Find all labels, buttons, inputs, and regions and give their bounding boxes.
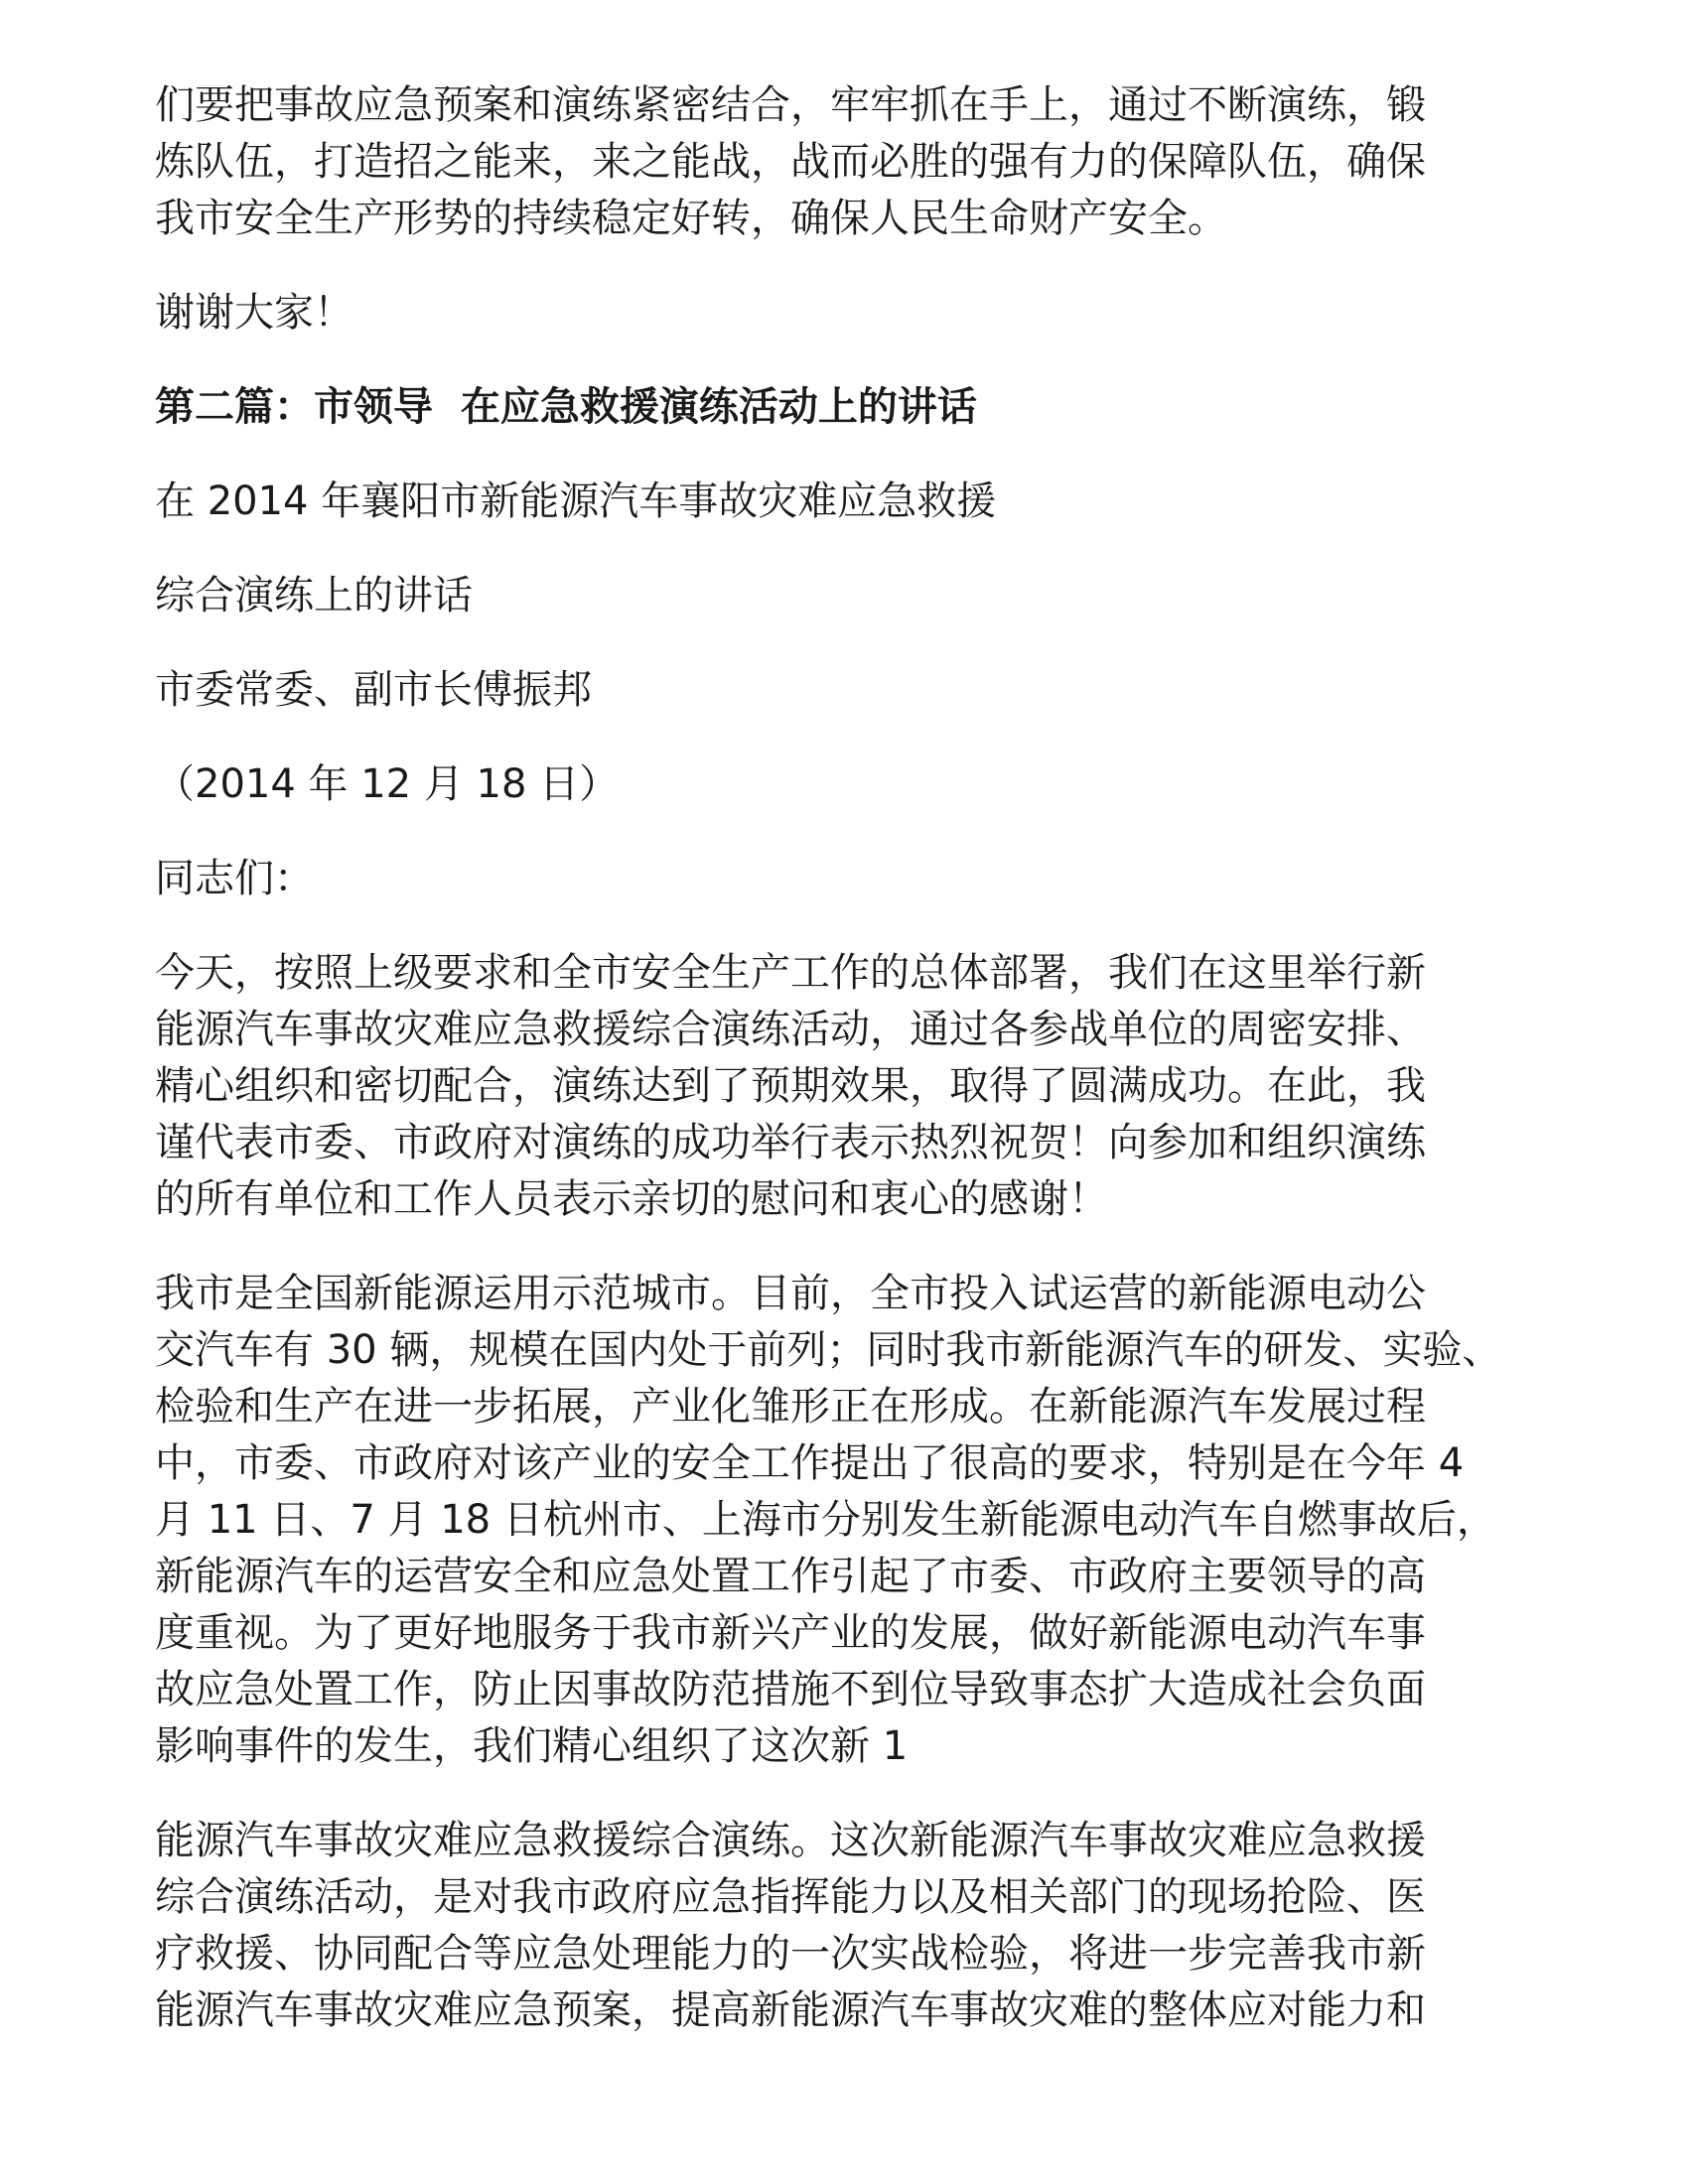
- thanks-line: 谢谢大家！: [155, 290, 353, 336]
- paragraph-line: 我市安全生产形势的持续稳定好转，确保人民生命财产安全。: [155, 196, 1227, 241]
- speaker-line: 市委常委、副市长傅振邦: [155, 667, 592, 713]
- paragraph-line: 度重视。为了更好地服务于我市新兴产业的发展，做好新能源电动汽车事: [155, 1610, 1426, 1656]
- paragraph-line: 影响事件的发生，我们精心组织了这次新 1: [155, 1723, 909, 1769]
- paragraph-line: 检验和生产在进一步拓展，产业化雏形正在形成。在新能源汽车发展过程: [155, 1384, 1426, 1430]
- date-line: （2014 年 12 月 18 日）: [155, 761, 620, 807]
- paragraph-line: 能源汽车事故灾难应急预案，提高新能源汽车事故灾难的整体应对能力和: [155, 1987, 1426, 2033]
- paragraph-line: 综合演练活动，是对我市政府应急指挥能力以及相关部门的现场抢险、医: [155, 1874, 1426, 1920]
- paragraph-line: 今天，按照上级要求和全市安全生产工作的总体部署，我们在这里举行新: [155, 950, 1426, 996]
- greeting-line: 同志们：: [155, 856, 314, 901]
- section-heading: 第二篇：市领导 在应急救援演练活动上的讲话: [155, 384, 977, 430]
- paragraph-line: 们要把事故应急预案和演练紧密结合，牢牢抓在手上，通过不断演练，锻: [155, 82, 1426, 128]
- speech-title-line-1: 在 2014 年襄阳市新能源汽车事故灾难应急救援: [155, 478, 997, 524]
- paragraph-line: 的所有单位和工作人员表示亲切的慰问和衷心的感谢！: [155, 1176, 1108, 1222]
- continuation-paragraph: [155, 77, 1615, 247]
- paragraph-line: 月 11 日、7 月 18 日杭州市、上海市分别发生新能源电动汽车自燃事故后，: [155, 1497, 1496, 1543]
- paragraph-2: [155, 1266, 1615, 1775]
- document-page: [155, 77, 1615, 2077]
- paragraph-line: 能源汽车事故灾难应急救援综合演练。这次新能源汽车事故灾难应急救援: [155, 1818, 1426, 1863]
- paragraph-line: 交汽车有 30 辆，规模在国内处于前列；同时我市新能源汽车的研发、实验、: [155, 1327, 1502, 1373]
- paragraph-line: 我市是全国新能源运用示范城市。目前，全市投入试运营的新能源电动公: [155, 1271, 1426, 1316]
- paragraph-line: 精心组织和密切配合，演练达到了预期效果，取得了圆满成功。在此，我: [155, 1063, 1426, 1109]
- paragraph-line: 故应急处置工作，防止因事故防范措施不到位导致事态扩大造成社会负面: [155, 1667, 1426, 1712]
- paragraph-line: 中，市委、市政府对该产业的安全工作提出了很高的要求，特别是在今年 4: [155, 1440, 1465, 1486]
- paragraph-1: [155, 945, 1615, 1228]
- paragraph-line: 谨代表市委、市政府对演练的成功举行表示热烈祝贺！向参加和组织演练: [155, 1120, 1426, 1165]
- paragraph-line: 疗救援、协同配合等应急处理能力的一次实战检验，将进一步完善我市新: [155, 1931, 1426, 1977]
- paragraph-line: 新能源汽车的运营安全和应急处置工作引起了市委、市政府主要领导的高: [155, 1554, 1426, 1599]
- paragraph-line: 炼队伍，打造招之能来，来之能战，战而必胜的强有力的保障队伍，确保: [155, 139, 1426, 185]
- paragraph-line: 能源汽车事故灾难应急救援综合演练活动，通过各参战单位的周密安排、: [155, 1007, 1426, 1052]
- paragraph-3: [155, 1813, 1615, 2039]
- speech-title-line-2: 综合演练上的讲话: [155, 573, 473, 618]
